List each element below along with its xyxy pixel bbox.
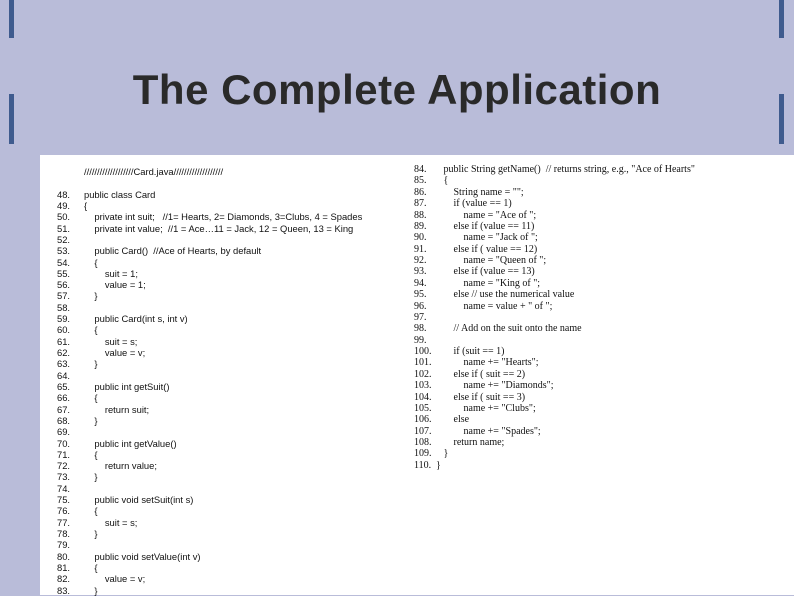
code-text: public Card(int s, int v) [84, 313, 188, 325]
code-line [414, 312, 695, 323]
code-line [414, 414, 695, 425]
code-text: name = "Queen of "; [436, 255, 547, 266]
code-line [57, 539, 362, 550]
code-line [57, 404, 362, 415]
line-number: 84. [414, 164, 427, 175]
code-text: private int suit; //1= Hearts, 2= Diamonds, 3=Clubs, 4 = Spades [84, 211, 363, 223]
code-panel [40, 155, 794, 595]
line-number: 107. [414, 425, 432, 437]
code-text: private int value; //1 = Ace…11 = Jack, 12 = Queen, 13 = King [84, 222, 354, 234]
code-line [414, 301, 695, 312]
code-line [57, 234, 362, 245]
line-number: 86. [414, 186, 427, 198]
code-text: name = value + " of "; [436, 300, 553, 312]
code-text: { [84, 561, 98, 573]
code-text: else [436, 414, 470, 426]
code-line [57, 528, 362, 539]
code-line [414, 221, 695, 232]
line-number: 105. [414, 402, 432, 414]
code-text: suit = 1; [84, 267, 138, 279]
code-line [414, 210, 695, 221]
code-line [414, 403, 695, 414]
code-line [414, 380, 695, 391]
code-text: name += "Diamonds"; [436, 380, 554, 392]
line-number: 103. [414, 380, 432, 392]
code-text: } [436, 448, 449, 460]
code-column-right [414, 164, 695, 471]
line-number: 72. [57, 460, 71, 472]
line-number: 48. [57, 188, 71, 200]
code-line [57, 313, 362, 324]
code-line [57, 438, 362, 449]
code-line [414, 448, 695, 459]
code-line [414, 289, 695, 300]
code-text: public String getName() // returns string, e.g., "Ace of Hearts" [436, 164, 695, 175]
code-line [57, 347, 362, 358]
line-number: 89. [414, 220, 427, 232]
code-text: public int getSuit() [84, 380, 170, 392]
code-text: { [84, 199, 88, 211]
code-line [57, 336, 362, 347]
code-text: return suit; [84, 403, 150, 415]
line-number: 104. [414, 391, 432, 403]
line-number: 69. [57, 426, 71, 438]
code-text: suit = s; [84, 516, 138, 528]
code-text: { [84, 392, 98, 404]
line-number: 62. [57, 347, 71, 358]
code-line [414, 392, 695, 403]
code-text: { [84, 324, 98, 336]
code-line [414, 346, 695, 357]
code-text: name += "Clubs"; [436, 402, 536, 414]
code-text: name = "Ace of "; [436, 209, 537, 221]
code-line [57, 302, 362, 313]
code-text: ///////////////////Card.java/////////////////// [84, 166, 224, 177]
line-number: 91. [414, 243, 427, 255]
line-number: 93. [414, 266, 427, 278]
line-number: 98. [414, 323, 427, 335]
code-line [57, 392, 362, 403]
code-text: public Card() //Ace of Hearts, by default [84, 245, 262, 257]
code-column-left [57, 166, 362, 596]
line-number: 77. [57, 516, 71, 528]
code-text: public class Card [84, 188, 156, 200]
code-text: else // use the numerical value [436, 289, 575, 301]
code-line [414, 198, 695, 209]
line-number: 110. [414, 459, 432, 471]
code-line [57, 200, 362, 211]
line-number: 85. [414, 175, 427, 187]
line-number: 101. [414, 357, 432, 369]
line-number: 76. [57, 505, 71, 517]
line-number: 75. [57, 494, 71, 506]
code-line [57, 324, 362, 335]
code-line [57, 573, 362, 584]
code-line [57, 415, 362, 426]
line-number: 79. [57, 539, 71, 551]
code-text: value = v; [84, 573, 146, 585]
code-text: } [84, 471, 98, 483]
code-text: return value; [84, 460, 157, 472]
code-line [57, 505, 362, 516]
line-number: 94. [414, 277, 427, 289]
line-number: 99. [414, 334, 427, 346]
line-number: 63. [57, 358, 71, 370]
line-number: 58. [57, 301, 71, 313]
code-line [57, 517, 362, 528]
code-line [57, 471, 362, 482]
code-text: // Add on the suit onto the name [436, 323, 582, 335]
code-line [57, 211, 362, 222]
code-text: return name; [436, 437, 505, 448]
code-text: { [84, 256, 98, 268]
line-number: 56. [57, 279, 71, 291]
line-number: 82. [57, 573, 71, 585]
line-number: 59. [57, 313, 71, 325]
line-number: 97. [414, 311, 427, 323]
line-number: 81. [57, 561, 71, 573]
line-number: 74. [57, 482, 71, 494]
code-text: value = v; [84, 347, 146, 358]
code-line [57, 426, 362, 437]
code-text: name = "Jack of "; [436, 232, 538, 244]
line-number: 67. [57, 403, 71, 415]
line-number: 64. [57, 369, 71, 381]
code-line [414, 323, 695, 334]
line-number: 54. [57, 256, 71, 268]
code-text: public void setSuit(int s) [84, 494, 194, 506]
line-number: 55. [57, 267, 71, 279]
code-line [57, 449, 362, 460]
code-text: String name = ""; [436, 186, 524, 198]
code-line [57, 494, 362, 505]
code-line [57, 483, 362, 494]
line-number: 57. [57, 290, 71, 302]
code-text: public int getValue() [84, 437, 177, 449]
code-text: name = "King of "; [436, 277, 541, 289]
code-line [414, 244, 695, 255]
line-number: 96. [414, 300, 427, 312]
line-number: 65. [57, 380, 71, 392]
line-number: 92. [414, 255, 427, 266]
code-text: else if ( suit == 2) [436, 368, 526, 380]
code-line [57, 189, 362, 200]
code-line [57, 358, 362, 369]
code-text: value = 1; [84, 279, 146, 291]
code-text: } [84, 358, 98, 370]
line-number: 80. [57, 550, 71, 562]
line-number: 70. [57, 437, 71, 449]
code-text: } [84, 528, 98, 539]
line-number: 88. [414, 209, 427, 221]
line-number: 100. [414, 346, 432, 357]
line-number: 95. [414, 289, 427, 301]
line-number: 90. [414, 232, 427, 244]
code-line [57, 585, 362, 596]
code-text: public void setValue(int v) [84, 550, 201, 562]
line-number: 71. [57, 448, 71, 460]
line-number: 87. [414, 198, 427, 210]
code-text: } [84, 584, 98, 596]
line-number: 61. [57, 335, 71, 347]
code-line [414, 164, 695, 175]
code-line [57, 381, 362, 392]
line-number: 49. [57, 199, 71, 211]
code-text: else if (value == 13) [436, 266, 535, 278]
code-line [414, 357, 695, 368]
code-text: else if ( value == 12) [436, 243, 538, 255]
code-text: if (suit == 1) [436, 346, 505, 357]
code-text: { [436, 175, 449, 187]
code-text: if (value == 1) [436, 198, 512, 210]
line-number: 52. [57, 233, 71, 245]
line-number: 51. [57, 222, 71, 234]
line-number: 102. [414, 368, 432, 380]
code-line [57, 166, 362, 177]
code-line [57, 290, 362, 301]
code-line [57, 223, 362, 234]
code-line [414, 187, 695, 198]
code-line [57, 268, 362, 279]
line-number: 106. [414, 414, 432, 426]
line-number: 68. [57, 414, 71, 426]
code-line [57, 279, 362, 290]
line-number: 60. [57, 324, 71, 336]
line-number: 78. [57, 528, 71, 539]
accent-bar [9, 0, 14, 38]
code-line [57, 460, 362, 471]
code-line [414, 232, 695, 243]
line-number: 53. [57, 245, 71, 257]
code-line [57, 370, 362, 381]
code-line [57, 177, 362, 188]
code-text: } [436, 459, 441, 471]
line-number: 109. [414, 448, 432, 460]
code-line [414, 266, 695, 277]
code-line [414, 369, 695, 380]
code-line [414, 278, 695, 289]
line-number: 50. [57, 211, 71, 223]
code-text: { [84, 505, 98, 517]
code-text: { [84, 448, 98, 460]
line-number: 73. [57, 471, 71, 483]
code-text: else if (value == 11) [436, 220, 535, 232]
accent-bar [779, 0, 784, 38]
code-line [414, 335, 695, 346]
code-line [57, 245, 362, 256]
line-number: 66. [57, 392, 71, 404]
code-line [57, 257, 362, 268]
code-line [414, 460, 695, 471]
code-line [414, 426, 695, 437]
code-text: suit = s; [84, 335, 138, 347]
code-line [414, 175, 695, 186]
line-number: 83. [57, 584, 71, 596]
code-text: else if ( suit == 3) [436, 391, 526, 403]
code-text: } [84, 414, 98, 426]
code-text: } [84, 290, 98, 302]
code-line [414, 255, 695, 266]
slide-title: The Complete Application [132, 66, 662, 113]
code-text: name += "Hearts"; [436, 357, 539, 369]
code-line [57, 551, 362, 562]
code-line [414, 437, 695, 448]
line-number: 108. [414, 437, 432, 448]
code-text: name += "Spades"; [436, 425, 541, 437]
code-line [57, 562, 362, 573]
